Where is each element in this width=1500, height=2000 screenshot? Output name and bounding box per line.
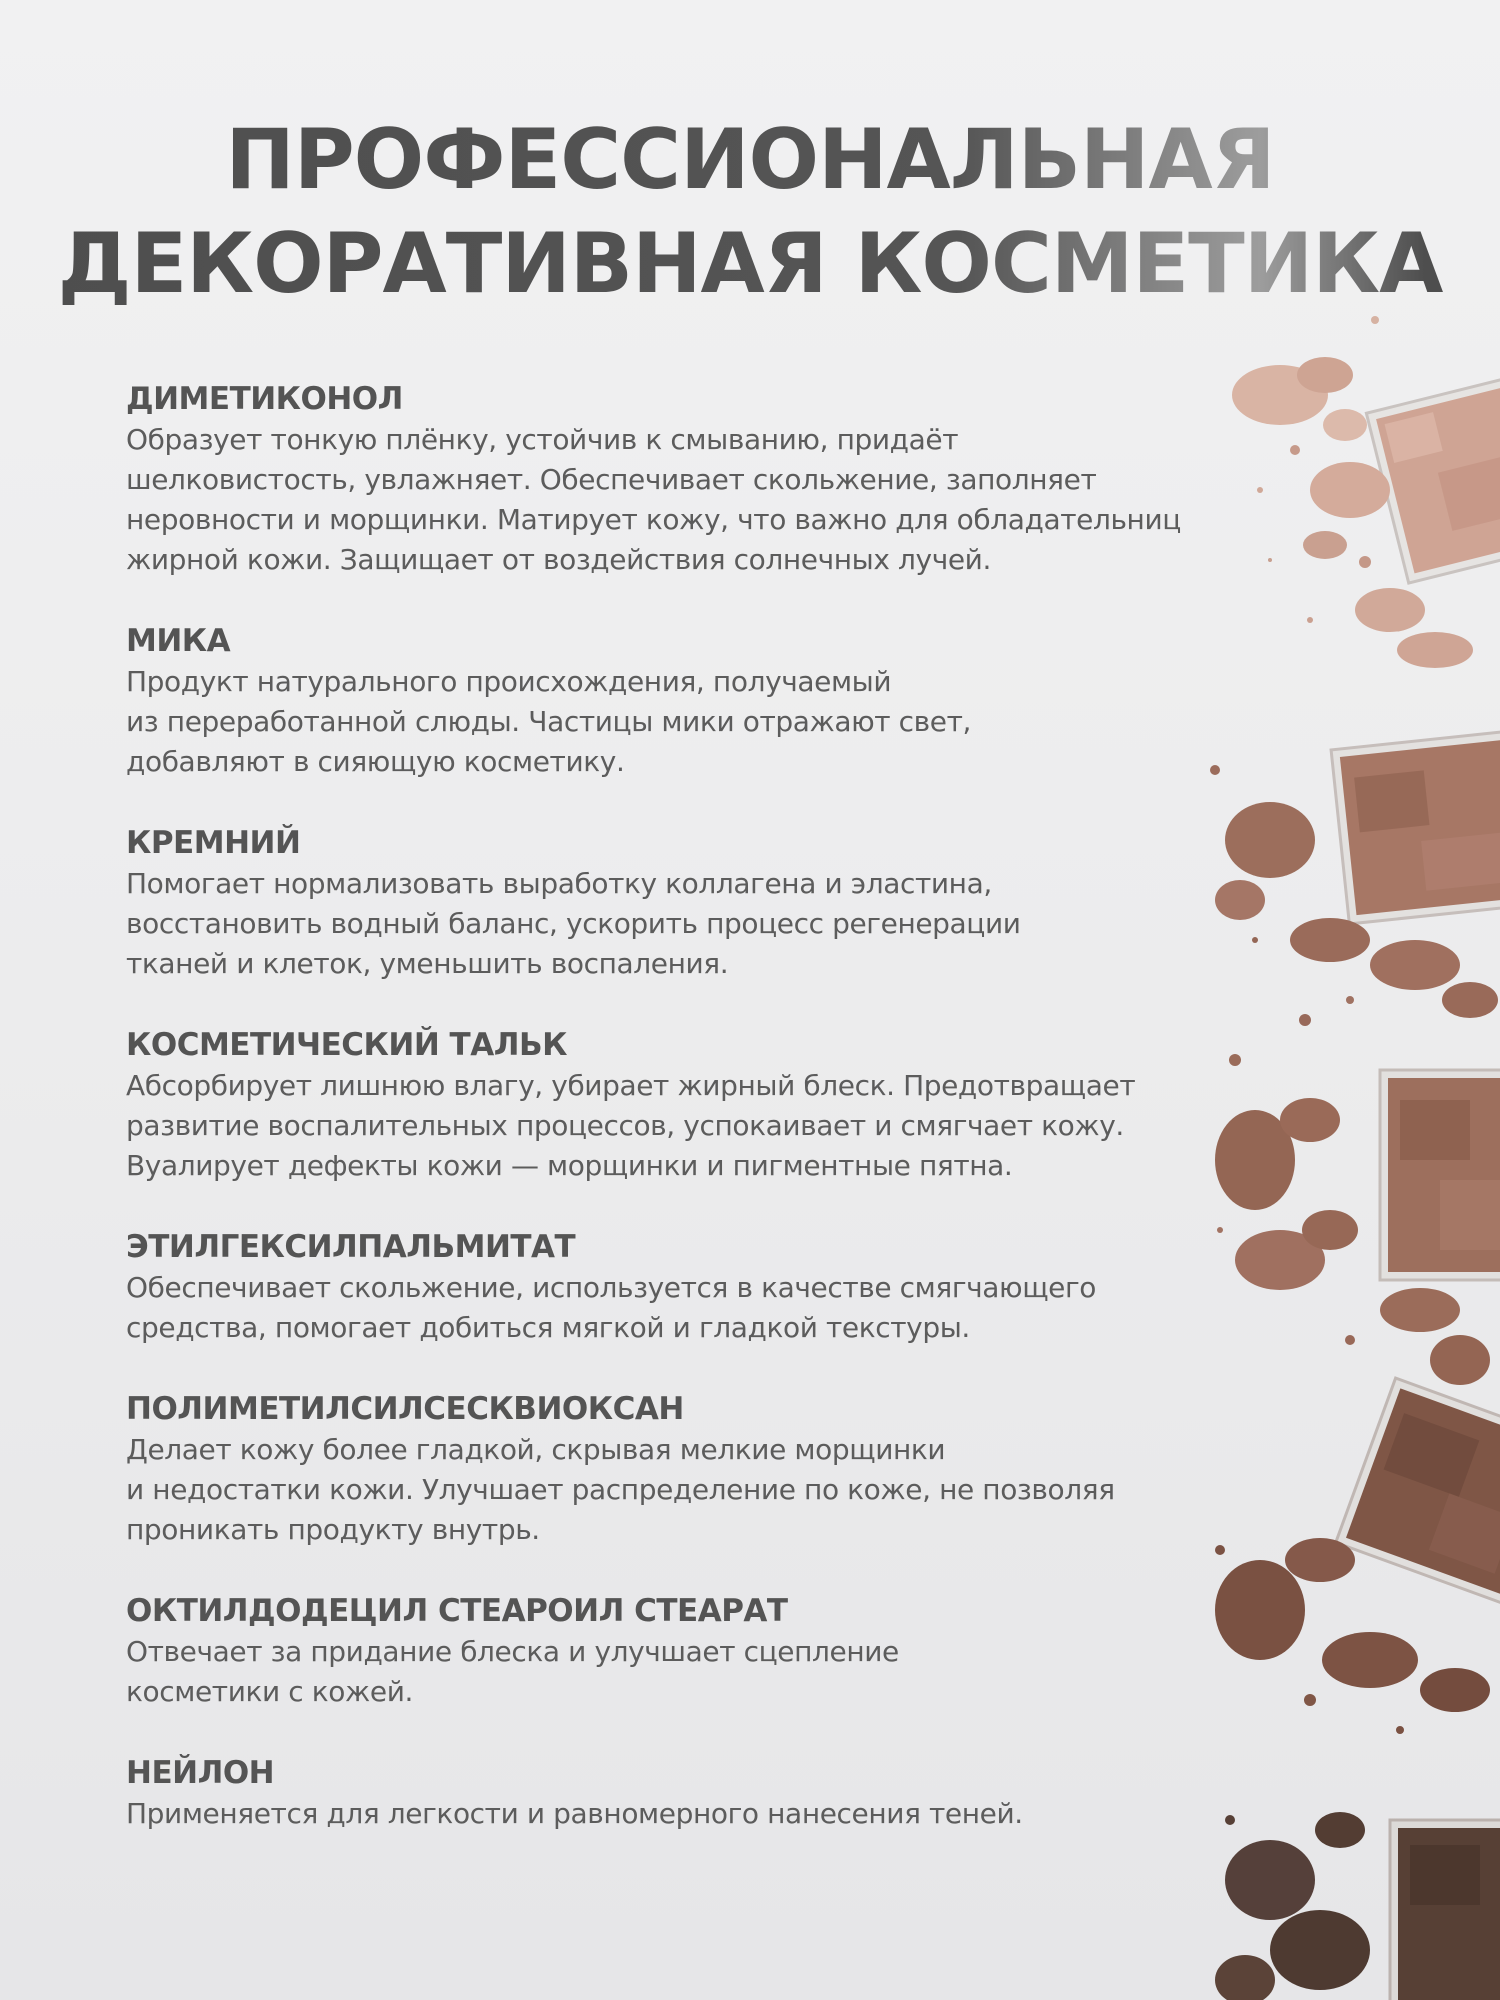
ingredient-name: ДИМЕТИКОНОЛ — [126, 381, 403, 417]
ingredient-item — [126, 1388, 1266, 1550]
ingredient-list — [126, 378, 1266, 1874]
ingredient-description: Образует тонкую плёнку, устойчив к смыванию, придаёт шелковистость, увлажняет. Обеспечивает скольжение, заполняет неровности и морщинки. Матирует кожу, что важно для обладательниц жирной кожи. Защищает от воздействия солнечных лучей. — [126, 423, 1181, 576]
ingredient-item — [126, 1752, 1266, 1834]
eyeshadow-pan-brown — [1215, 1054, 1500, 1385]
ingredient-name: КРЕМНИЙ — [126, 825, 301, 861]
ingredient-description: Продукт натурального происхождения, получаемый из переработанной слюды. Частицы мики отражают свет, добавляют в сияющую косметику. — [126, 665, 972, 778]
eyeshadow-pan-chocolate — [1215, 1378, 1500, 1734]
ingredient-description: Применяется для легкости и равномерного нанесения теней. — [126, 1797, 1023, 1830]
ingredient-name: МИКА — [126, 623, 231, 659]
ingredient-item — [126, 822, 1266, 984]
title-line-1: ПРОФЕССИОНАЛЬНАЯ — [225, 111, 1275, 208]
ingredient-item — [126, 1590, 1266, 1712]
ingredient-name: ПОЛИМЕТИЛСИЛСЕСКВИОКСАН — [126, 1391, 684, 1427]
ingredient-description: Делает кожу более гладкой, скрывая мелкие морщинки и недостатки кожи. Улучшает распределение по коже, не позволяя проникать продукту внутрь. — [126, 1433, 1115, 1546]
ingredient-description: Отвечает за придание блеска и улучшает сцепление косметики с кожей. — [126, 1635, 899, 1708]
ingredient-name: ЭТИЛГЕКСИЛПАЛЬМИТАТ — [126, 1229, 576, 1265]
ingredient-name: КОСМЕТИЧЕСКИЙ ТАЛЬК — [126, 1027, 567, 1063]
eyeshadow-pan-light — [1232, 316, 1500, 668]
ingredient-name: НЕЙЛОН — [126, 1755, 275, 1791]
page-title — [0, 108, 1500, 316]
ingredient-description: Абсорбирует лишнюю влагу, убирает жирный блеск. Предотвращает развитие воспалительных процессов, успокаивает и смягчает кожу. Вуалирует дефекты кожи — морщинки и пигментные пятна. — [126, 1069, 1136, 1182]
ingredient-name: ОКТИЛДОДЕЦИЛ СТЕАРОИЛ СТЕАРАТ — [126, 1593, 788, 1629]
crushed-eyeshadow-decoration — [1200, 300, 1500, 2000]
ingredient-description: Помогает нормализовать выработку коллагена и эластина, восстановить водный баланс, ускорить процесс регенерации тканей и клеток, уменьшить воспаления. — [126, 867, 1021, 980]
ingredient-description: Обеспечивает скольжение, используется в качестве смягчающего средства, помогает добиться мягкой и гладкой текстуры. — [126, 1271, 1097, 1344]
ingredient-item — [126, 378, 1266, 580]
ingredient-item — [126, 1226, 1266, 1348]
ingredient-item — [126, 620, 1266, 782]
eyeshadow-pan-dark — [1215, 1812, 1500, 2000]
title-line-2: ДЕКОРАТИВНАЯ КОСМЕТИКА — [57, 215, 1443, 312]
eyeshadow-pan-mid — [1210, 731, 1500, 1026]
ingredient-item — [126, 1024, 1266, 1186]
